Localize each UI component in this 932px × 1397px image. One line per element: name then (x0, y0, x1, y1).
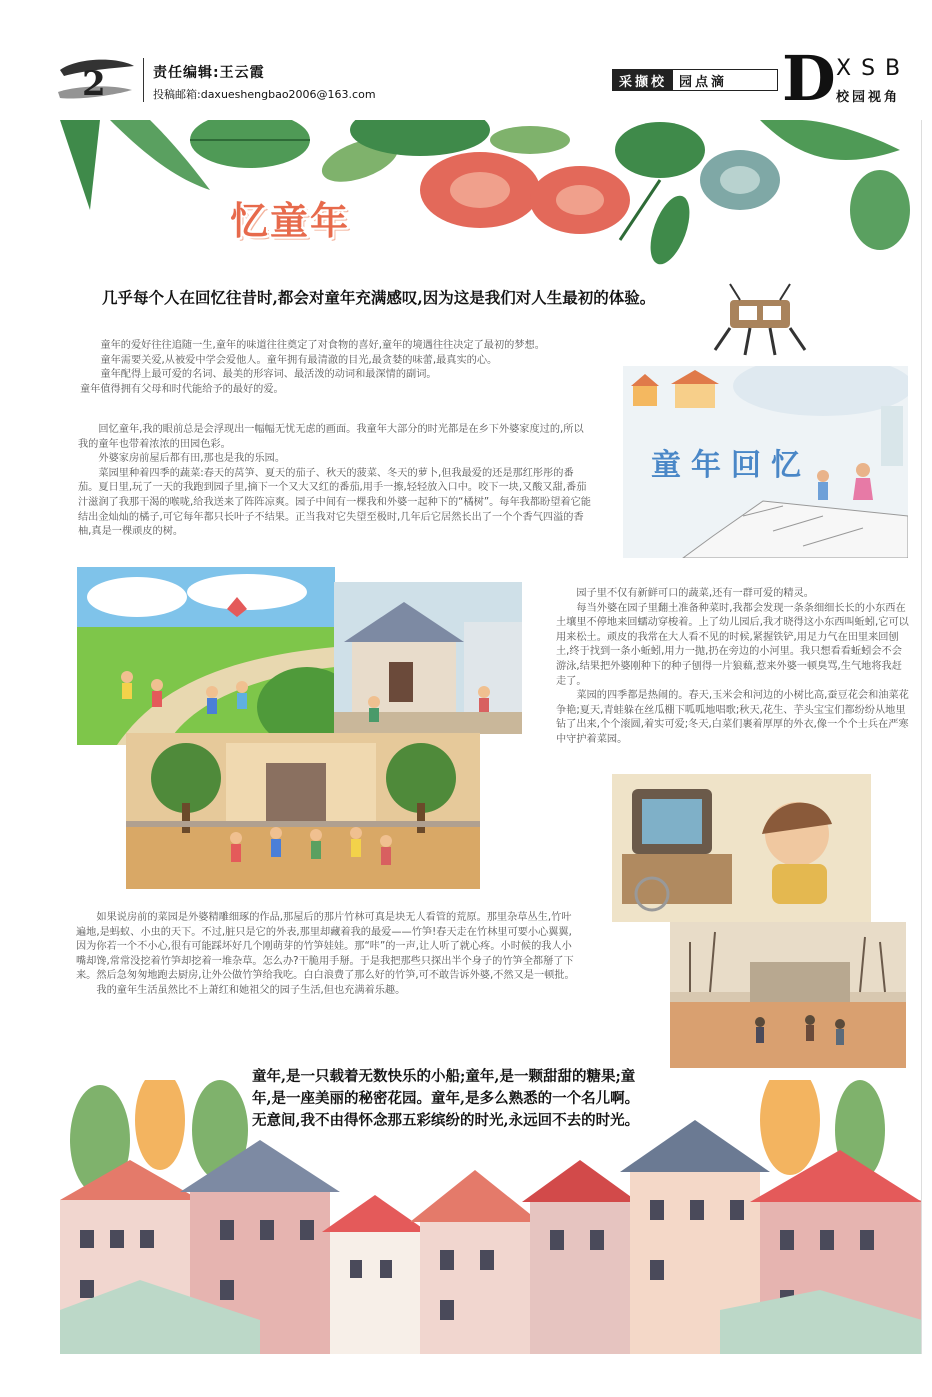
logo-letter: D (782, 42, 836, 115)
children-dusk-illustration (670, 922, 906, 1068)
page-edge-line (921, 120, 922, 1354)
paragraph: 童年值得拥有父母和时代能给予的最好的爱。 (80, 383, 284, 395)
childhood-memory-image (623, 366, 908, 558)
paragraph: 童年需要关爱,从被爱中学会爱他人。童年拥有最清澈的目光,最贪婪的味蕾,最真实的心。 (100, 354, 498, 366)
image-caption: 童年回忆 (651, 448, 811, 483)
paragraph: 园子里不仅有新鲜可口的蔬菜,还有一群可爱的精灵。 (576, 588, 814, 599)
submission-email: 投稿邮箱:daxueshengbao2006@163.com (153, 88, 376, 101)
text-block-right (556, 587, 910, 748)
children-playing-illustration (126, 733, 480, 889)
article-lead: 几乎每个人在回忆往昔时,都会对童年充满感叹,因为这是我们对人生最初的体验。 (102, 288, 656, 307)
kite-flying-illustration (77, 567, 335, 745)
leaf-flower-banner (60, 120, 920, 280)
boy-video-game-illustration (612, 774, 871, 922)
column-label (612, 69, 778, 91)
column-label-right: 园点滴 (679, 75, 728, 90)
paragraph: 如果说房前的菜园是外婆精雕细琢的作品,那屋后的那片竹林可真是块无人看管的荒原。那里杂草丛生,竹叶遍地,是蚂蚁、小虫的天下。不过,脏只是它的外表,那里却藏着我的最爱——竹笋!春天走在竹林里可要小心翼翼,因为你若一个不小心,很有可能踩坏好几个刚萌芽的竹笋娃娃。那“咔”的一声,让人听了就心疼。小时候的我人小嘴却馋,常常没挖着竹笋却挖着一堆杂草。怎么办?干脆用手掰。于是我把那些只探出半个身子的竹笋全都掰了下来。然后急匆匆地跑去厨房,让外公做竹笋给我吃。白白浪费了那么好的竹笋,可不敢告诉外婆,不然又是一顿批。 (76, 912, 575, 982)
logo-xsb: XSB (836, 56, 911, 81)
text-block-mid (78, 423, 593, 540)
children-dusk-image (670, 922, 906, 1068)
page-number: 2 (82, 64, 106, 104)
text-block-top (80, 339, 595, 397)
village-house-illustration (334, 582, 522, 734)
paragraph: 外婆家房前屋后都有田,那也是我的乐园。 (98, 453, 286, 465)
children-playing-image (126, 733, 480, 889)
toy-robot-insect-image (705, 280, 815, 360)
logo-subtitle: 校园视角 (836, 90, 901, 105)
paragraph: 每当外婆在园子里翻土准备种菜时,我都会发现一条条细细长长的小东西在土壤里不停地来回蠕动穿梭着。上了幼儿园后,我才晓得这小东西叫蚯蚓,它可以用来松土。顽皮的我常在大人看不见的时候,紧握铁铲,用足力气在田里来回刨土,终于找到一条小蚯蚓,用力一抛,扔在旁边的小河里。我只想看看蚯蚓会不会游泳,结果把外婆刚种下的种子刨得一片狼藉,惹来外婆一顿臭骂,生气地将我赶走了。 (556, 602, 909, 687)
header-divider (143, 58, 144, 102)
article-title: 忆童年 (230, 199, 351, 243)
paragraph: 童年的爱好往往追随一生,童年的味道往往奠定了对食物的喜好,童年的境遇往往决定了最初的梦想。 (100, 340, 545, 351)
text-block-bottom (76, 911, 579, 999)
closing-paragraph: 童年,是一只载着无数快乐的小船;童年,是一颗甜甜的糖果;童年,是一座美丽的秘密花园。童年,是多么熟悉的一个名儿啊。无意间,我不由得怀念那五彩缤纷的时光,永远回不去的时光。 (252, 1068, 640, 1129)
paragraph: 我的童年生活虽然比不上萧红和她祖父的园子生活,但也充满着乐趣。 (96, 984, 406, 996)
paragraph: 菜园里种着四季的蔬菜:春天的莴笋、夏天的茄子、秋天的菠菜、冬天的萝卜,但我最爱的还是那红彤彤的番茄。夏日里,玩了一天的我跑到园子里,摘下一个又大又红的番茄,用手一擦,轻轻放入口中。咬下一块,又酸又甜,番茄汁滋润了我那干渴的喉咙,给我送来了阵阵凉爽。园子中间有一棵我和外婆一起种下的“橘树”。每年我都盼望着它能结出金灿灿的橘子,可它每年都只长叶子不结果。正当我对它失望至极时,几年后它居然长出了一个个香气四溢的香柚,真是一棵顽皮的树。 (78, 467, 591, 538)
boy-video-game-image (612, 774, 871, 922)
village-house-image (334, 582, 522, 734)
editor-line: 责任编辑:王云霞 (153, 65, 265, 81)
kite-flying-image (77, 567, 335, 745)
paragraph: 菜园的四季都是热闹的。春天,玉米会和河边的小树比高,蚕豆花会和油菜花争艳;夏天,青蛙躲在丝瓜棚下呱呱地唱歌;秋天,花生、芋头宝宝们都纷纷从地里钻了出来,个个滚圆,着实可爱;冬天,白菜们裹着厚厚的外衣,像一个个士兵在严寒中守护着菜园。 (556, 690, 909, 745)
paragraph: 童年配得上最可爱的名词、最美的形容词、最活泼的动词和最深情的副词。 (100, 369, 437, 381)
column-label-left: 采撷校 (613, 70, 673, 90)
paragraph: 回忆童年,我的眼前总是会浮现出一幅幅无忧无虑的画面。我童年大部分的时光都是在乡下外婆家度过的,所以我的童年也带着浓浓的田园色彩。 (78, 424, 584, 450)
